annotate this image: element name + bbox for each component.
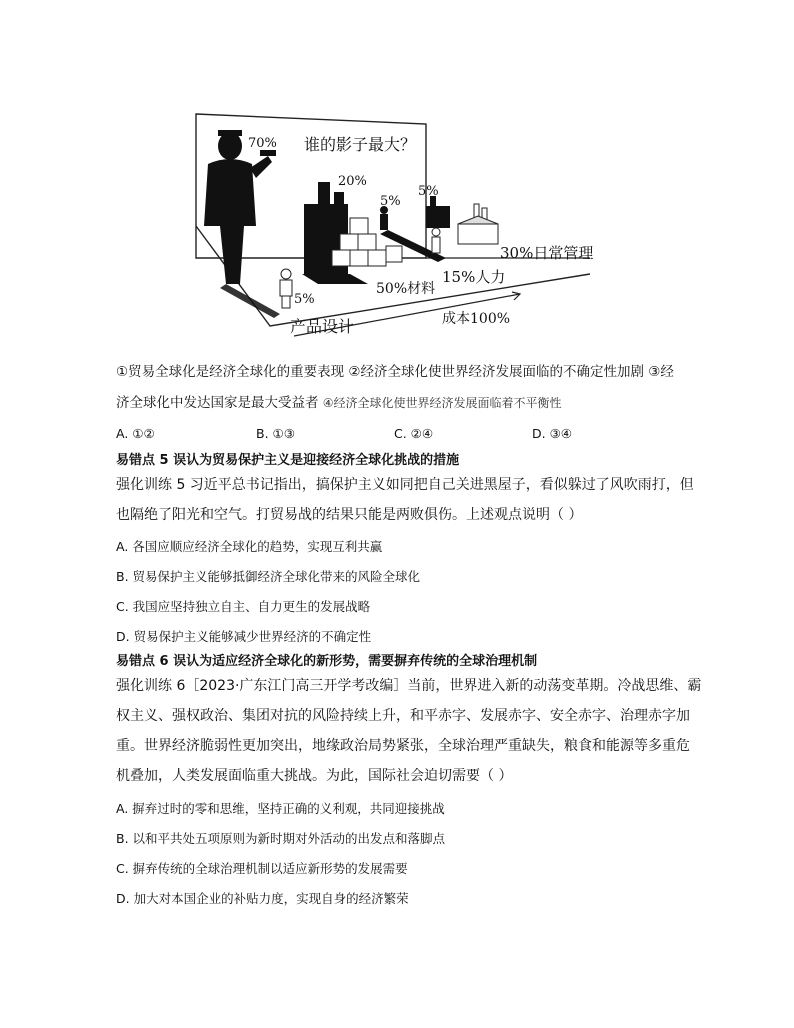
designer-icon [280, 269, 292, 308]
q4-stem-line2 [116, 393, 562, 413]
manpower-label: 15%人力 [442, 268, 506, 286]
factory-pct-label: 20% [338, 174, 367, 189]
daily-mgmt-label: 30%日常管理 [500, 244, 594, 262]
cost-label: 成本100% [442, 311, 511, 327]
figure-title: 谁的影子最大？ [304, 135, 417, 154]
point5-line2: 也隔绝了阳光和空气。打贸易战的结果只能是两败俱伤。上述观点说明（ ） [116, 507, 583, 523]
small-factory-pct-label: 5% [418, 184, 439, 199]
q4-option-d[interactable]: D. ③④ [532, 426, 572, 441]
shadow-cost-figure [190, 108, 630, 340]
design-label: 产品设计 [290, 317, 355, 336]
point5-option-d[interactable]: D. 贸易保护主义能够减少世界经济的不确定性 [116, 629, 372, 644]
point6-option-c[interactable]: C. 摒弃传统的全球治理机制以适应新形势的发展需要 [116, 861, 408, 876]
person-icon [432, 228, 440, 253]
point5-option-a[interactable]: A. 各国应顺应经济全球化的趋势，实现互利共赢 [116, 539, 383, 554]
q4-option-a[interactable]: A. ①② [116, 426, 155, 441]
q4-stem-part-a: 济全球化中发达国家是最大受益者 [116, 395, 323, 411]
q4-stem-part-b: ④经济全球化使世界经济发展面临着不平衡性 [322, 396, 562, 410]
point6-option-a[interactable]: A. 摒弃过时的零和思维，坚持正确的义利观，共同迎接挑战 [116, 801, 445, 816]
point5-heading: 易错点 5 误认为贸易保护主义是迎接经济全球化挑战的措施 [116, 453, 460, 468]
point6-line4: 机叠加，人类发展面临重大挑战。为此，国际社会迫切需要（ ） [116, 768, 513, 784]
point6-line2: 权主义、强权政治、集团对抗的风险持续上升，和平赤字、发展赤字、安全赤字、治理赤字加 [116, 708, 690, 724]
point5-option-b[interactable]: B. 贸易保护主义能够抵御经济全球化带来的风险全球化 [116, 569, 421, 584]
point6-heading: 易错点 6 误认为适应经济全球化的新形势，需要摒弃传统的全球治理机制 [116, 654, 538, 669]
worker-pct-label: 70% [248, 136, 277, 151]
point6-line3: 重。世界经济脆弱性更加突出，地缘政治局势紧张，全球治理严重缺失，粮食和能源等多重危 [116, 738, 690, 754]
point6-option-d[interactable]: D. 加大对本国企业的补贴力度，实现自身的经济繁荣 [116, 891, 409, 906]
point6-line1: 强化训练 6［2023·广东江门高三开学考改编］当前，世界进入新的动荡变革期。冷战思维、霸 [116, 678, 702, 694]
designer-pct-label: 5% [294, 292, 315, 307]
q4-option-b[interactable]: B. ①③ [256, 426, 295, 441]
point5-line1: 强化训练 5 习近平总书记指出，搞保护主义如同把自己关进黑屋子，看似躲过了风吹雨打，但 [116, 477, 694, 493]
point6-option-b[interactable]: B. 以和平共处五项原则为新时期对外活动的出发点和落脚点 [116, 831, 446, 846]
q4-option-c[interactable]: C. ②④ [394, 426, 434, 441]
point5-option-c[interactable]: C. 我国应坚持独立自主、自力更生的发展战略 [116, 599, 371, 614]
small-worker-pct-label: 5% [380, 194, 401, 209]
material-label: 50%材料 [376, 281, 436, 297]
q4-stem-line1: ①贸易全球化是经济全球化的重要表现 ②经济全球化使世界经济发展面临的不确定性加剧 ③经 [116, 364, 674, 380]
